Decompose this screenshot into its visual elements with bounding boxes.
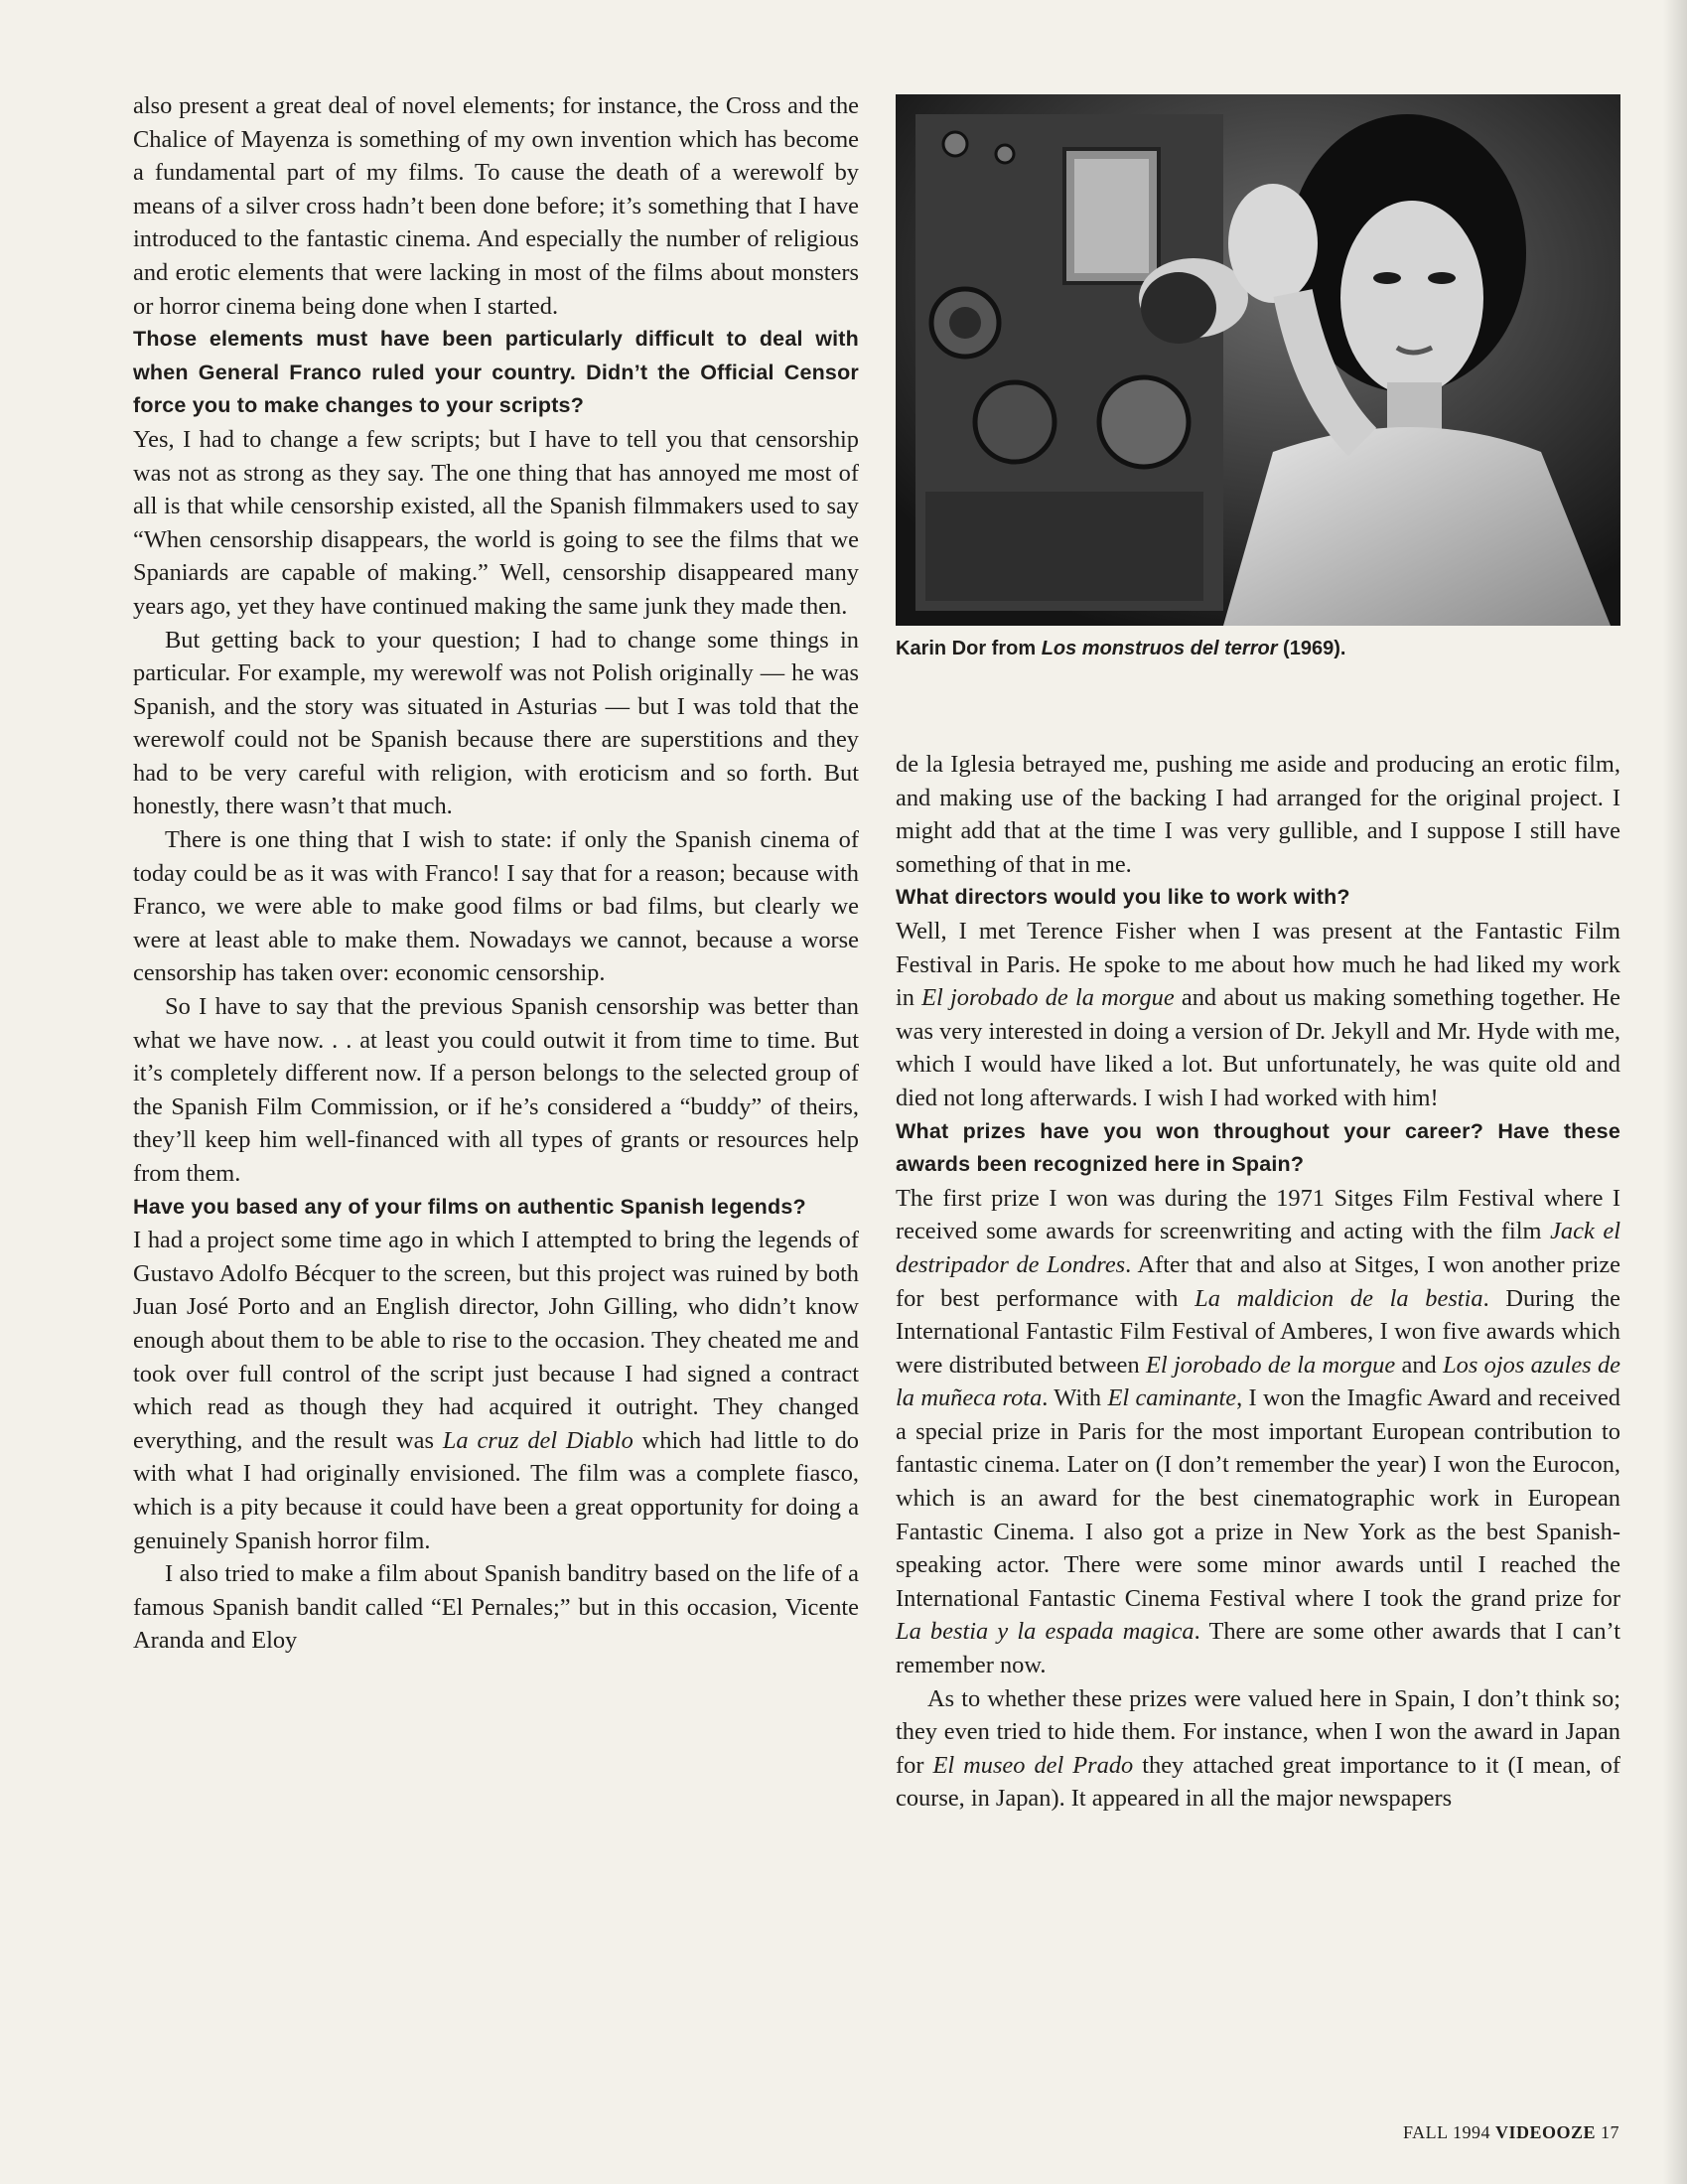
right-paragraph-3 [896, 1182, 1620, 1682]
caption-text: Karin Dor from [896, 638, 1042, 659]
film-title: La cruz del Diablo [442, 1426, 633, 1454]
left-paragraph-4: There is one thing that I wish to state: if only the Spanish cinema of today could be as it was with Franco! I say that for a reason; because with Franco, we were able to make good films or bad films, but clearly we were at least able to make them. Nowadays we cannot, because a worse censorship has taken over: economic censorship. [133, 826, 859, 987]
film-title: Los ojos azules de la muñeca rota [896, 1351, 1620, 1412]
page-footer [1403, 2122, 1619, 2143]
text-run: which had little to do with what I had originally envisioned. The film was a complete fiasco, which is a pity because it could have been a great opportunity for doing a genuinely Spanish horror film. [133, 1426, 859, 1554]
film-still-photo [896, 94, 1620, 626]
interview-question-3: What directors would you like to work with? [896, 885, 1350, 910]
film-title: El jorobado de la morgue [921, 984, 1175, 1012]
caption-film-title: Los monstruos del terror [1041, 638, 1278, 659]
left-paragraph-5: So I have to say that the previous Spanish censorship was better than what we have now. . . at least you could outwit it from time to time. But it’s completely different now. If a person belongs to the selected group of the Spanish Film Commission, or if he’s considered a “buddy” of theirs, they’ll keep him well-financed with all types of grants or resources help from them. [133, 993, 859, 1187]
left-paragraph-3: But getting back to your question; I had to change some things in particular. For example, my werewolf was not Polish originally — he was Spanish, and the story was situated in Asturias — but I was told that the werewolf could not be Spanish because there are superstitions and they had to be very careful with religion, with eroticism and so forth. But honestly, there wasn’t that much. [133, 626, 859, 820]
text-run: Well, I met Terence Fisher when I was present at the Fantastic Film Festival in Paris. He spoke to me about how much he had liked my work in [896, 917, 1620, 1012]
page-edge-shadow [1663, 0, 1687, 2184]
photo-caption [896, 636, 1620, 661]
interview-question-2: Have you based any of your films on authentic Spanish legends? [133, 1194, 806, 1219]
film-title: El jorobado de la morgue [1146, 1351, 1396, 1379]
film-title: El caminante [1107, 1384, 1237, 1412]
text-run: , I won the Imagfic Award and received a special prize in Paris for the most important European contribution to fantastic cinema. Later on (I don’t remember the year) I won the Eurocon, which is an award for the best cinematographic work in European Fantastic Cinema. I also got a prize in New York as the best Spanish-speaking actor. There were some minor awards until I reached the International Fantastic Cinema Festival where I took the grand prize for [896, 1384, 1620, 1612]
film-title: Jack el destripador de Londres [896, 1218, 1620, 1278]
film-title: El museo del Prado [932, 1751, 1134, 1779]
film-title: La maldicion de la bestia [1195, 1284, 1483, 1312]
interview-question-4: What prizes have you won throughout your career? Have these awards been recognized here in Spain? [896, 1118, 1620, 1177]
page-number: 17 [1601, 2122, 1619, 2142]
left-paragraph-7: I also tried to make a film about Spanish banditry based on the life of a famous Spanish bandit called “El Pernales;” but in this occasion, Vicente Aranda and Eloy [133, 1560, 859, 1655]
text-run: . After that and also at Sitges, I won another prize for best performance with [896, 1250, 1620, 1312]
text-run: they attached great importance to it (I mean, of course, in Japan). It appeared in all the major newspapers [896, 1751, 1620, 1813]
right-paragraph-4 [896, 1682, 1620, 1816]
issue-season: FALL 1994 [1402, 2122, 1490, 2142]
right-paragraph-2 [896, 915, 1620, 1115]
right-paragraph-1: de la Iglesia betrayed me, pushing me aside and producing an erotic film, and making use of the backing I had arranged for the original project. I might add that at the time I was very gullible, and I suppose I still have something of that in me. [896, 751, 1620, 878]
left-paragraph-1: also present a great deal of novel elements; for instance, the Cross and the Chalice of Mayenza is something of my own invention which has become a fundamental part of my films. To cause the death of a werewolf by means of a silver cross hadn’t been done before; it’s something that I have introduced to the fantastic cinema. And especially the number of religious and erotic elements that were lacking in most of the films about monsters or horror cinema being done when I started. [133, 92, 859, 320]
magazine-name: VIDEOOZE [1494, 2122, 1596, 2142]
interview-question-1: Those elements must have been particularly difficult to deal with when General Franco ruled your country. Didn’t the Official Censor force you to make changes to your scripts? [133, 327, 859, 418]
text-run: As to whether these prizes were valued here in Spain, I don’t think so; they even tried to hide them. For instance, when I won the award in Japan for [896, 1684, 1620, 1779]
film-title: La bestia y la espada magica [896, 1618, 1195, 1646]
left-paragraph-2: Yes, I had to change a few scripts; but I have to tell you that censorship was not as strong as they say. The one thing that has annoyed me most of all is that while censorship existed, all the Spanish filmmakers used to say “When censorship disappears, the world is going to see the films that we Spaniards are capable of making.” Well, censorship disappeared many years ago, yet they have continued making the same junk they made then. [133, 425, 859, 620]
text-run: and [1395, 1351, 1444, 1379]
text-run: The first prize I won was during the 1971 Sitges Film Festival where I received some awards for screenwriting and acting with the film [896, 1184, 1620, 1245]
text-run: and about us making something together. He was very interested in doing a version of Dr. Jekyll and Mr. Hyde with me, which I would have liked a lot. But unfortunately, he was quite old and died not long afterwards. I wish I had worked with him! [896, 984, 1620, 1111]
left-column [133, 89, 859, 1658]
text-run: . During the International Fantastic Film Festival of Amberes, I won five awards which were distributed between [896, 1284, 1620, 1379]
text-run: . There are some other awards that I can’t remember now. [896, 1618, 1620, 1679]
text-run: . With [1042, 1384, 1108, 1412]
caption-year: (1969). [1277, 638, 1346, 659]
right-column [896, 748, 1620, 1816]
text-run: I had a project some time ago in which I attempted to bring the legends of Gustavo Adolfo Bécquer to the screen, but this project was ruined by both Juan José Porto and an English director, John Gilling, who didn’t know enough about them to be able to rise to the occasion. They cheated me and took over full control of the script just because I had signed a contract which read as though they had acquired it outright. They changed everything, and the result was [133, 1227, 859, 1454]
left-paragraph-6 [133, 1224, 859, 1557]
